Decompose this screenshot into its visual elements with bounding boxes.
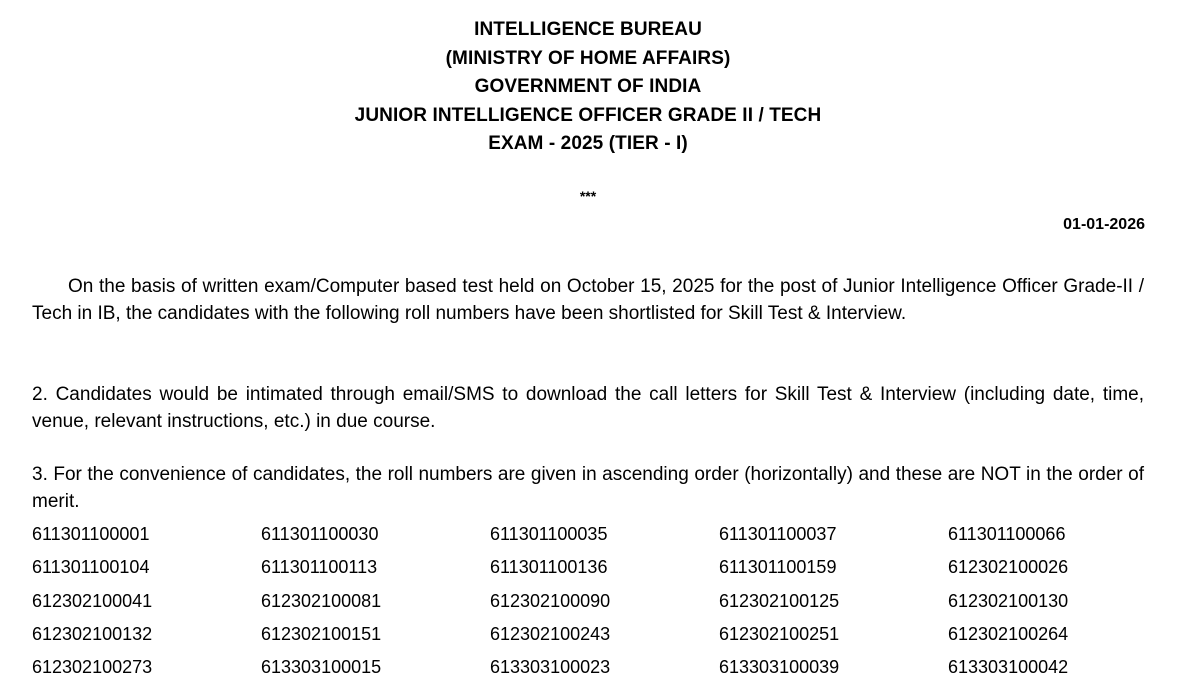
- roll-number: 612302100026: [948, 557, 1069, 578]
- table-row: [32, 651, 1177, 684]
- roll-number: 613303100042: [948, 657, 1069, 678]
- roll-number: 611301100159: [719, 557, 837, 578]
- roll-number: 611301100066: [948, 524, 1066, 545]
- roll-number: 612302100251: [719, 624, 840, 645]
- document-header: [0, 16, 1176, 159]
- paragraph-shortlist: On the basis of written exam/Computer based test held on October 15, 2025 for the post of Junior Intelligence Officer Grade-II / Tech in IB, the candidates with the following roll numbers have been shortlisted for Skill Test & Interview.: [32, 276, 1144, 324]
- post-title: JUNIOR INTELLIGENCE OFFICER GRADE II / TECH: [354, 104, 822, 126]
- roll-number: 613303100015: [261, 657, 382, 678]
- table-row: [32, 618, 1177, 651]
- roll-number: 611301100001: [32, 524, 150, 545]
- roll-number: 612302100132: [32, 624, 153, 645]
- roll-number: 611301100037: [719, 524, 837, 545]
- roll-number: 613303100023: [490, 657, 611, 678]
- roll-number: 612302100243: [490, 624, 611, 645]
- roll-number: 612302100130: [948, 590, 1069, 611]
- roll-number-table: [32, 518, 1177, 684]
- roll-number: 612302100125: [719, 590, 840, 611]
- roll-number: 611301100136: [490, 557, 608, 578]
- roll-number: 612302100081: [261, 590, 382, 611]
- exam-title: EXAM - 2025 (TIER - I): [488, 133, 688, 154]
- roll-number: 611301100030: [261, 524, 379, 545]
- roll-number: 612302100264: [948, 624, 1069, 645]
- org-name: INTELLIGENCE BUREAU: [474, 19, 702, 40]
- roll-number: 612302100041: [32, 590, 153, 611]
- separator: ***: [579, 188, 597, 204]
- table-row: [32, 518, 1177, 551]
- paragraph-order-note: 3. For the convenience of candidates, the roll numbers are given in ascending order (horizontally) and these are NOT in the order of merit.: [32, 464, 1144, 512]
- roll-number: 611301100113: [261, 557, 378, 578]
- paragraph-call-letters: 2. Candidates would be intimated through email/SMS to download the call letters for Skill Test & Interview (including date, time, venue, relevant instructions, etc.) in due course.: [32, 384, 1144, 432]
- roll-number: 611301100035: [490, 524, 608, 545]
- roll-number: 612302100273: [32, 657, 153, 678]
- roll-number: 612302100090: [490, 590, 611, 611]
- government-name: GOVERNMENT OF INDIA: [474, 76, 702, 97]
- table-row: [32, 585, 1177, 618]
- roll-number: 613303100039: [719, 657, 840, 678]
- ministry-name: (MINISTRY OF HOME AFFAIRS): [445, 47, 731, 69]
- roll-number: 612302100151: [261, 624, 382, 645]
- notice-date: 01-01-2026: [1063, 216, 1145, 233]
- roll-number: 611301100104: [32, 557, 150, 578]
- table-row: [32, 551, 1177, 584]
